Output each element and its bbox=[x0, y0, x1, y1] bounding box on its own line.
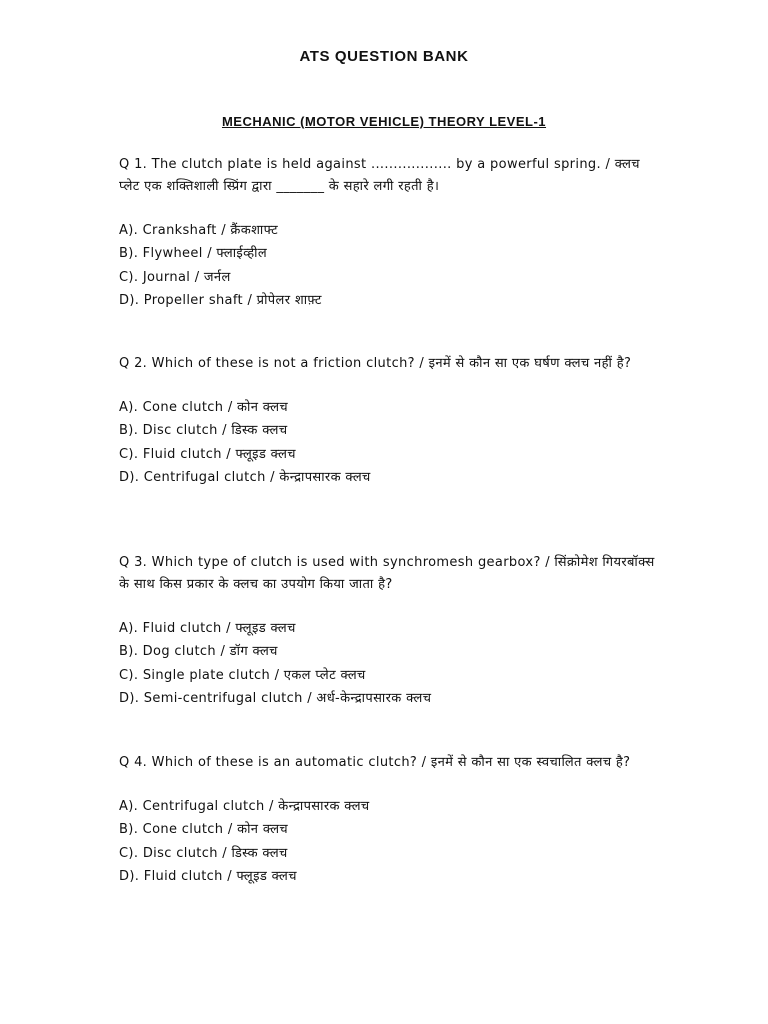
question-3 bbox=[119, 552, 659, 710]
question-3-option-d: D). Semi-centrifugal clutch / अर्ध-केन्द्रापसारक क्लच bbox=[119, 690, 432, 706]
question-1-option-d: D). Propeller shaft / प्रोपेलर शाफ़्ट bbox=[119, 292, 322, 308]
question-2-option-c: C). Fluid clutch / फ्लूइड क्लच bbox=[119, 446, 296, 462]
question-1 bbox=[119, 154, 659, 312]
question-1-option-a: A). Crankshaft / क्रैंकशाफ्ट bbox=[119, 223, 279, 238]
question-3-option-c: C). Single plate clutch / एकल प्लेट क्लच bbox=[119, 667, 366, 683]
question-4-text: Q 4. Which of these is an automatic clutch? / इनमें से कौन सा एक स्वचालित क्लच है? bbox=[119, 755, 631, 770]
question-4-option-b: B). Cone clutch / कोन क्लच bbox=[119, 822, 289, 838]
question-4-option-d: D). Fluid clutch / फ्लूइड क्लच bbox=[119, 868, 297, 884]
question-1-option-b: B). Flywheel / फ्लाईव्हील bbox=[119, 246, 268, 262]
question-1-option-c: C). Journal / जर्नल bbox=[119, 269, 231, 285]
question-3-option-b: B). Dog clutch / डॉग क्लच bbox=[119, 644, 278, 660]
question-3-text: Q 3. Which type of clutch is used with synchromesh gearbox? / सिंक्रोमेश गियरबॉक्स के साथ किस प्रकार के क्लच का उपयोग किया जाता है? bbox=[119, 555, 655, 592]
question-4 bbox=[119, 752, 659, 888]
question-2-option-d: D). Centrifugal clutch / केन्द्रापसारक क्लच bbox=[119, 469, 371, 485]
question-2-option-a: A). Cone clutch / कोन क्लच bbox=[119, 400, 289, 415]
question-2-text: Q 2. Which of these is not a friction clutch? / इनमें से कौन सा एक घर्षण क्लच नहीं है? bbox=[119, 356, 632, 371]
question-3-option-a: A). Fluid clutch / फ्लूइड क्लच bbox=[119, 621, 296, 636]
document-subtitle: MECHANIC (MOTOR VEHICLE) THEORY LEVEL-1 bbox=[221, 114, 547, 129]
question-2-option-b: B). Disc clutch / डिस्क क्लच bbox=[119, 423, 288, 439]
question-1-text: Q 1. The clutch plate is held against .................. by a powerful spring. / क्लच प्लेट एक शक्तिशाली स्प्रिंग द्वारा _______ के सहारे लगी रहती है। bbox=[119, 157, 640, 194]
question-4-option-c: C). Disc clutch / डिस्क क्लच bbox=[119, 845, 288, 861]
document-title: ATS QUESTION BANK bbox=[299, 48, 469, 65]
question-4-option-a: A). Centrifugal clutch / केन्द्रापसारक क्लच bbox=[119, 799, 370, 814]
question-2 bbox=[119, 353, 659, 489]
